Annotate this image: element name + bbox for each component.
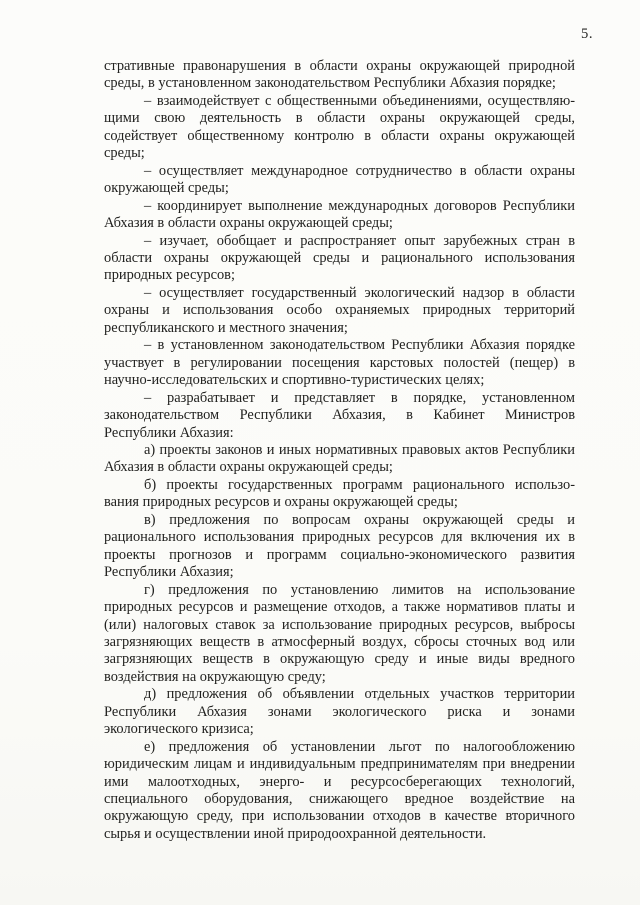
text-line: – координирует выполнение международных договоров Республики [144, 197, 575, 214]
text-line: а) проекты законов и иных нормативных правовых актов Республики [144, 441, 575, 458]
text-line: загрязняющих веществ в окружающую среду и иные виды вредного [104, 651, 575, 668]
text-line: ими малоотходных, энерго- и ресурсосберегающих технологий, [104, 773, 575, 790]
text-line: загрязняющих веществ в атмосферный воздух, сбросы сточных вод или [104, 633, 575, 650]
text-line: природных ресурсов и размещение отходов, а также нормативов платы и [104, 599, 575, 616]
text-line: рационального использования природных ресурсов для включения их в [104, 529, 575, 546]
text-line: окружающей среды; [104, 180, 229, 197]
text-line: щими свою деятельность в области охраны окружающей среды, [104, 110, 575, 127]
text-line: стративные правонарушения в области охраны окружающей природной [104, 58, 575, 74]
text-line: – осуществляет международное сотрудничество в области охраны [144, 162, 575, 179]
text-line: природных ресурсов; [104, 267, 235, 284]
text-line: участвует в регулировании посещения карстовых полостей (пещер) в [104, 354, 575, 371]
text-line: воздействия на окружающую среду; [104, 668, 326, 685]
text-line: Республики Абхазия: [104, 424, 234, 441]
text-line: специального оборудования, снижающего вредное воздействие на [104, 791, 575, 808]
document-text-block [104, 58, 575, 843]
text-line: проекты прогнозов и программ социально-экономического развития [104, 546, 575, 563]
text-line: сырья и осуществлении иной природоохранной деятельности. [104, 825, 487, 842]
text-line: – разрабатывает и представляет в порядке, установленном [144, 389, 575, 406]
text-line: Республики Абхазия; [104, 564, 234, 581]
text-line: законодательством Республики Абхазия, в Кабинет Министров [104, 407, 575, 424]
text-line: среды, в установленном законодательством Республики Абхазия порядке; [104, 75, 556, 92]
text-line: окружающую среду, при использовании отходов в качестве вторичного [104, 808, 575, 825]
text-line: б) проекты государственных программ рационального использо- [144, 476, 575, 493]
text-line: е) предложения об установлении льгот по налогообложению [144, 738, 575, 755]
text-line: – в установленном законодательством Республики Абхазия порядке [144, 337, 575, 354]
text-line: юридическим лицам и индивидуальным предпринимателям при внедрении [104, 756, 575, 773]
text-line: экологического кризиса; [104, 721, 254, 738]
text-line: (или) налоговых ставок за использование природных ресурсов, выбросы [104, 616, 575, 633]
text-line: области охраны окружающей среды и рационального использования [104, 249, 575, 266]
text-line: в) предложения по вопросам охраны окружающей среды и [144, 511, 575, 528]
text-line: – взаимодействует с общественными объединениями, осуществляю- [144, 92, 575, 109]
text-line: охраны и использования особо охраняемых природных территорий [104, 302, 575, 319]
text-line: д) предложения об объявлении отдельных участков территории [144, 686, 575, 703]
text-line: республиканского и местного значения; [104, 319, 348, 336]
text-line: г) предложения по установлению лимитов на использование [144, 581, 575, 598]
text-line: Республики Абхазия зонами экологического риска и зонами [104, 703, 575, 720]
text-line: Абхазия в области охраны окружающей среды; [104, 459, 393, 476]
text-line: вания природных ресурсов и охраны окружающей среды; [104, 494, 458, 511]
text-line: научно-исследовательских и спортивно-туристических целях; [104, 372, 485, 389]
text-line: содействует общественному контролю в области охраны окружающей [104, 127, 575, 144]
text-line: – осуществляет государственный экологический надзор в области [144, 284, 575, 301]
page-number: 5. [581, 26, 593, 42]
text-line: среды; [104, 145, 145, 162]
text-line: – изучает, обобщает и распространяет опыт зарубежных стран в [144, 232, 575, 249]
text-line: Абхазия в области охраны окружающей среды; [104, 215, 393, 232]
